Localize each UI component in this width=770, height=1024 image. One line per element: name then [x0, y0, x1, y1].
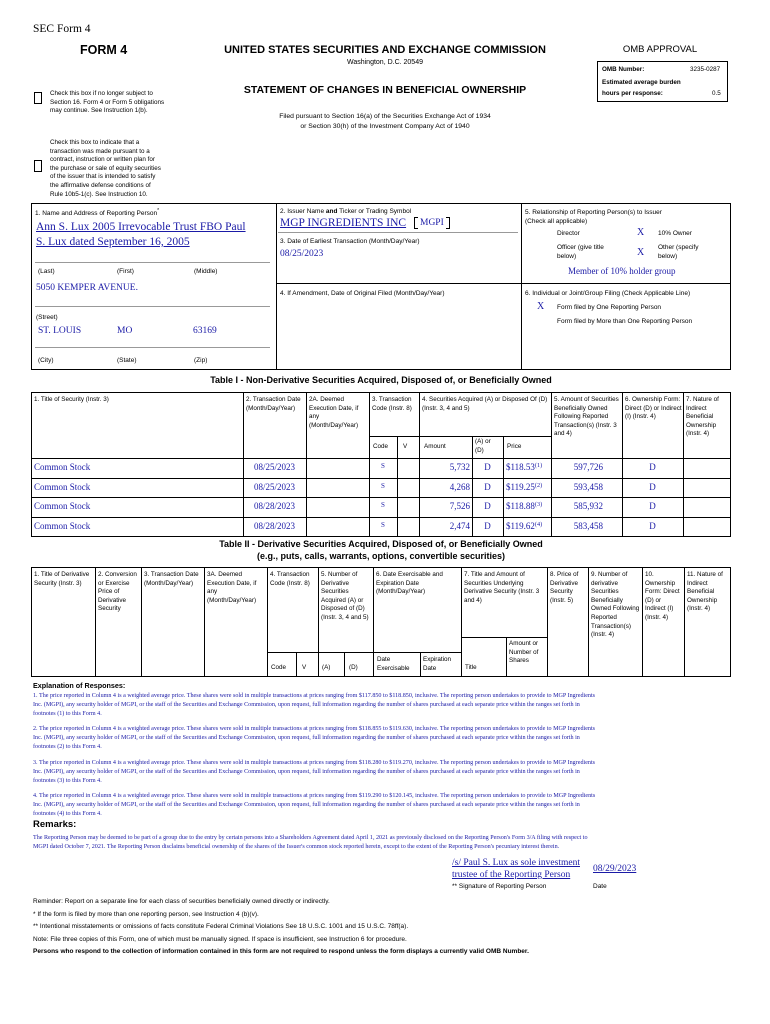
t1-aord: D [484, 521, 491, 531]
box2-label: 2. Issuer Name and Ticker or Trading Symbol [280, 208, 412, 215]
t2-h8: 8. Price of Derivative Security (Instr. 5) [550, 571, 579, 604]
t2-h1: 1. Title of Derivative Security (Instr. 3) [34, 571, 90, 587]
box5-label: 5. Relationship of Reporting Person(s) to Issuer (Check all applicable) [525, 209, 662, 225]
remarks-text: The Reporting Person may be deemed to be part of a group due to the entry by certain persons into a Shareholders Agreement dated April 1, 2021 as previously disclosed on the Reporting Person's Form 3/A filing with respect to MGPI dated October 7, 2021. The Reporting Person disclaims beneficial ownership of the shares of the Issuer's common stock reported herein, except to the extent of the Reporting Person's pecuniary interest therein. [33, 835, 588, 850]
middle-label: (Middle) [194, 268, 218, 275]
signature: /s/ Paul S. Lux as sole investment trustee of the Reporting Person [452, 858, 580, 880]
t1-security-title: Common Stock [34, 521, 91, 531]
t2-h6: 6. Date Exercisable and Expiration Date (Month/Day/Year) [376, 571, 443, 596]
t1-amount: 7,526 [449, 501, 470, 511]
t1-h1: 1. Title of Security (Instr. 3) [34, 396, 109, 403]
t1-date: 08/28/2023 [253, 501, 295, 511]
t1-sub-code: Code [373, 443, 389, 450]
omb-number-label: OMB Number: [602, 66, 645, 73]
agency-title: UNITED STATES SECURITIES AND EXCHANGE COMMISSION [224, 44, 546, 56]
ticker-symbol: MGPI [414, 217, 450, 229]
statement-title: STATEMENT OF CHANGES IN BENEFICIAL OWNERSHIP [243, 84, 527, 96]
t1-price: $119.25$^{(2)}$ [506, 482, 543, 492]
city-label: (City) [38, 357, 54, 364]
other-description: Member of 10% holder group [568, 266, 676, 276]
doc-label: SEC Form 4 [33, 23, 91, 35]
omb-burden-value: 0.5 [712, 90, 721, 97]
t1-code: S [381, 462, 385, 470]
agency-city: Washington, D.C. 20549 [346, 59, 423, 66]
t2-h2: 2. Conversion or Exercise Price of Derivative Security [98, 571, 137, 613]
t1-amount: 5,732 [449, 462, 470, 472]
one-person-label: Form filed by One Reporting Person [557, 304, 662, 311]
t1-h6: 6. Ownership Form: Direct (D) or Indirect (I) (Instr. 4) [625, 396, 682, 421]
t1-price: $118.88$^{(3)}$ [506, 501, 543, 511]
t1-owned: 585,932 [573, 501, 603, 511]
street-label: (Street) [36, 314, 58, 321]
t1-security-title: Common Stock [34, 462, 91, 472]
zip: 63169 [193, 326, 217, 336]
t2-sub-date-exercisable: Date Exercisable [377, 656, 410, 672]
t2-h7: 7. Title and Amount of Securities Underlying Derivative Security (Instr. 3 and 4) [464, 571, 540, 604]
t2-h5: 5. Number of Derivative Securities Acquired (A) or Disposed of (D) (Instr. 3, 4 and 5) [321, 571, 369, 621]
rule-10b5-checkbox[interactable] [34, 160, 42, 172]
t1-code: S [381, 501, 385, 509]
note-misstatements: ** Intentional misstatements or omissions of facts constitute Federal Criminal Violations See 18 U.S.C. 1001 and 15 U.S.C. 78ff(a). [33, 923, 409, 930]
remarks-heading: Remarks: [33, 819, 77, 830]
t1-h2: 2. Transaction Date (Month/Day/Year) [246, 396, 301, 412]
checkbox-2-text: Check this box to indicate that a transaction was made pursuant to a contract, instruction or written plan for the purchase or sale of equity securities of the issuer that is intended to satisfy the affirmative defense conditions of Rule 10b5-1(c). See Instruction 10. [50, 139, 161, 198]
t1-price: $119.62$^{(4)}$ [506, 521, 543, 531]
signature-date: 08/29/2023 [593, 864, 637, 874]
t1-date: 08/25/2023 [253, 462, 295, 472]
t2-h11: 11. Nature of Indirect Beneficial Ownership (Instr. 4) [687, 571, 723, 613]
ten-pct-owner-label: 10% Owner [658, 230, 692, 237]
t1-form: D [649, 482, 656, 492]
box6-label: 6. Individual or Joint/Group Filing (Check Applicable Line) [525, 290, 691, 297]
checkbox-1-text: Check this box if no longer subject to Section 16. Form 4 or Form 5 obligations may continue. See Instruction 1(b). [50, 90, 165, 115]
t1-sub-aord: (A) or (D) [475, 438, 491, 454]
t2-sub-expiration: Expiration Date [423, 656, 452, 672]
t2-h3a: 3A. Deemed Execution Date, if any (Month/Day/Year) [207, 571, 257, 604]
t2-sub-code: Code [271, 664, 287, 671]
t1-date: 08/25/2023 [253, 482, 295, 492]
officer-label: Officer (give title below) [557, 244, 604, 260]
filed-pursuant-2: or Section 30(h) of the Investment Company Act of 1940 [300, 123, 470, 130]
explanation-heading: Explanation of Responses: [33, 681, 126, 690]
t2-sub-v: V [302, 664, 307, 671]
t2-sub-a: (A) [322, 664, 331, 671]
t1-sub-price: Price [507, 443, 522, 450]
no-longer-subject-checkbox[interactable] [34, 92, 42, 104]
box3-label: 3. Date of Earliest Transaction (Month/Day/Year) [280, 238, 420, 245]
t1-h4: 4. Securities Acquired (A) or Disposed Of (D) (Instr. 3, 4 and 5) [422, 396, 548, 412]
box4-label: 4. If Amendment, Date of Original Filed (Month/Day/Year) [280, 290, 445, 297]
director-mark[interactable]: X [637, 227, 645, 238]
footnote-4: 4. The price reported in Column 4 is a weighted average price. These shares were sold in multiple transactions at prices ranging from $119.290 to $120.145, inclusive. The reporting person undertakes to provide to MGP Ingredients Inc. (MGPI), any security holder of MGPI, or the staff of the Securities and Exchange Commission, upon request, full information regarding the number of shares purchased at each separate price within the ranges set forth in footnotes (4) to this Form 4. [33, 793, 596, 817]
t1-form: D [649, 501, 656, 511]
city: ST. LOUIS [38, 326, 82, 336]
table1-title: Table I - Non-Derivative Securities Acquired, Disposed of, or Beneficially Owned [210, 375, 552, 385]
one-person-mark[interactable]: X [537, 301, 545, 312]
state-label: (State) [117, 357, 137, 364]
first-label: (First) [117, 268, 134, 275]
note-reminder: Reminder: Report on a separate line for each class of securities beneficially owned directly or indirectly. [33, 898, 330, 905]
issuer-name: MGP INGREDIENTS INC [280, 217, 407, 229]
t2-sub-d: (D) [349, 664, 358, 671]
t1-security-title: Common Stock [34, 501, 91, 511]
director-label: Director [557, 230, 580, 237]
t1-form: D [649, 462, 656, 472]
last-label: (Last) [38, 268, 55, 275]
footnote-1: 1. The price reported in Column 4 is a weighted average price. These shares were sold in multiple transactions at prices ranging from $117.850 to $118.850, inclusive. The reporting person undertakes to provide to MGP Ingredients Inc. (MGPI), any security holder of MGPI, or the staff of the Securities and Exchange Commission, upon request, full information regarding the number of shares purchased at each separate price within the ranges set forth in footnotes (1) to this Form 4. [33, 693, 596, 717]
omb-burden-label-2: hours per response: [602, 90, 663, 97]
note-multiple-persons: * If the form is filed by more than one reporting person, see Instruction 4 (b)(v). [33, 911, 259, 918]
box1-label: 1. Name and Address of Reporting Person* [35, 208, 160, 218]
more-persons-label: Form filed by More than One Reporting Person [557, 318, 693, 325]
t1-owned: 583,458 [573, 521, 603, 531]
date-label: Date [593, 883, 607, 890]
form-title: FORM 4 [80, 43, 128, 57]
t1-form: D [649, 521, 656, 531]
t2-h9: 9. Number of derivative Securities Beneficially Owned Following Reported Transaction(s) (Instr. 4) [591, 571, 640, 639]
zip-label: (Zip) [194, 357, 208, 364]
t1-amount: 4,268 [449, 482, 470, 492]
t1-h5: 5. Amount of Securities Beneficially Owned Following Reported Transaction(s) (Instr. 3 and 4) [554, 396, 619, 438]
t1-owned: 597,726 [573, 462, 603, 472]
t1-amount: 2,474 [449, 521, 470, 531]
t1-h3: 3. Transaction Code (Instr. 8) [372, 396, 412, 412]
t1-code: S [381, 521, 385, 529]
t1-code: S [381, 482, 385, 490]
t1-owned: 593,458 [573, 482, 603, 492]
table2-title: Table II - Derivative Securities Acquired, Disposed of, or Beneficially Owned (e.g., puts, calls, warrants, options, convertible securities) [219, 539, 543, 561]
footnote-2: 2. The price reported in Column 4 is a weighted average price. These shares were sold in multiple transactions at prices ranging from $118.855 to $119.630, inclusive. The reporting person undertakes to provide to MGP Ingredients Inc. (MGPI), any security holder of MGPI, or the staff of the Securities and Exchange Commission, upon request, full information regarding the number of shares purchased at each separate price within the ranges set forth in footnotes (2) to this Form 4. [33, 726, 596, 750]
note-omb: Persons who respond to the collection of information contained in this form are not required to respond unless the form displays a currently valid OMB Number. [33, 948, 529, 955]
note-copies: Note: File three copies of this Form, one of which must be manually signed. If space is insufficient, see Instruction 6 for procedure. [33, 936, 407, 943]
t1-date: 08/28/2023 [253, 521, 295, 531]
t1-h2a: 2A. Deemed Execution Date, if any (Month/Day/Year) [309, 396, 359, 429]
other-mark[interactable]: X [637, 247, 645, 258]
t1-price: $118.53$^{(1)}$ [506, 462, 543, 472]
t1-security-title: Common Stock [34, 482, 91, 492]
t2-sub-amount: Amount or Number of Shares [509, 640, 539, 665]
t1-aord: D [484, 501, 491, 511]
signature-label: ** Signature of Reporting Person [452, 883, 547, 890]
omb-title: OMB APPROVAL [622, 44, 698, 55]
earliest-transaction-date: 08/25/2023 [280, 249, 324, 259]
state: MO [117, 326, 133, 336]
other-label: Other (specify below) [658, 244, 699, 260]
t1-sub-v: V [403, 443, 408, 450]
t2-h3: 3. Transaction Date (Month/Day/Year) [144, 571, 199, 587]
t2-sub-title: Title [465, 664, 477, 671]
omb-number-value: 3235-0287 [690, 66, 721, 73]
t2-h10: 10. Ownership Form: Direct (D) or Indirect (I) (Instr. 4) [645, 571, 680, 621]
t1-h7: 7. Nature of Indirect Beneficial Ownership (Instr. 4) [686, 396, 719, 438]
t1-sub-amount: Amount [424, 443, 446, 450]
t1-aord: D [484, 482, 491, 492]
footnote-3: 3. The price reported in Column 4 is a weighted average price. These shares were sold in multiple transactions at prices ranging from $118.280 to $119.270, inclusive. The reporting person undertakes to provide to MGP Ingredients Inc. (MGPI), any security holder of MGPI, or the staff of the Securities and Exchange Commission, upon request, full information regarding the number of shares purchased at each separate price within the ranges set forth in footnotes (3) to this Form 4. [33, 760, 596, 784]
t2-h4: 4. Transaction Code (Instr. 8) [270, 571, 310, 587]
reporting-person-name: Ann S. Lux 2005 Irrevocable Trust FBO Paul S. Lux dated September 16, 2005 [36, 221, 246, 248]
street-address: 5050 KEMPER AVENUE. [36, 283, 138, 293]
omb-burden-label-1: Estimated average burden [602, 79, 681, 86]
filed-pursuant-1: Filed pursuant to Section 16(a) of the Securities Exchange Act of 1934 [279, 113, 491, 120]
t1-aord: D [484, 462, 491, 472]
